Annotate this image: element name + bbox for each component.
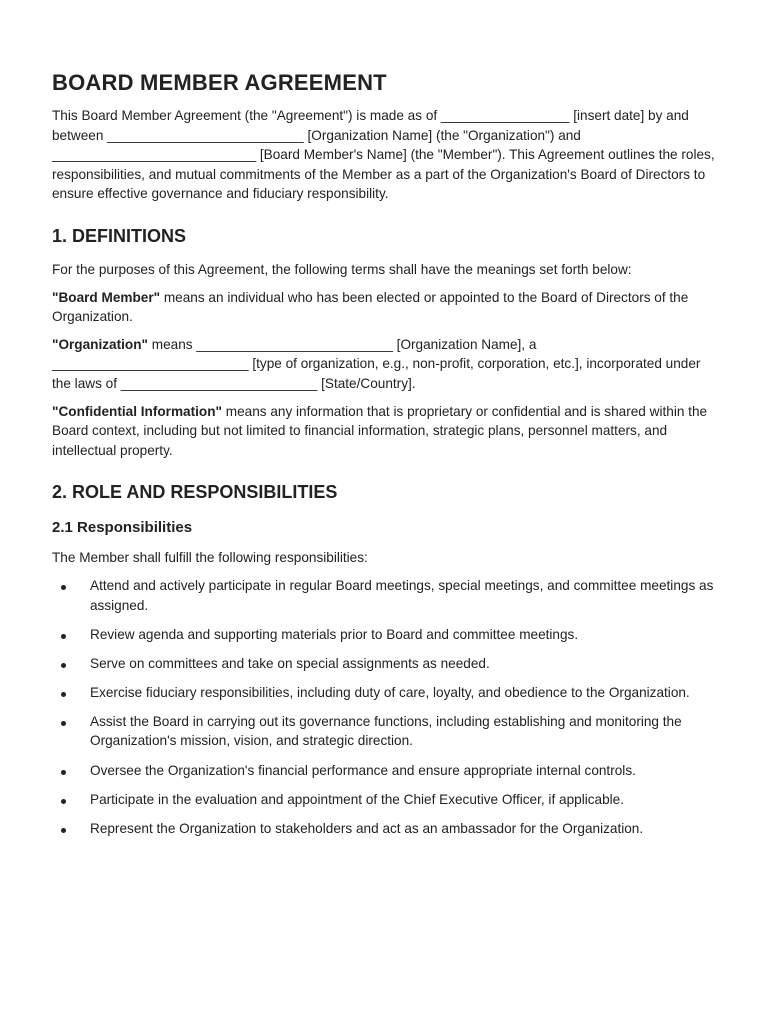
definition-confidential-information bbox=[52, 402, 718, 461]
definition-organization bbox=[52, 335, 718, 394]
list-item bbox=[52, 654, 718, 674]
bullet-icon bbox=[61, 799, 66, 804]
document-title: BOARD MEMBER AGREEMENT bbox=[52, 70, 387, 95]
bullet-icon bbox=[61, 770, 66, 775]
responsibilities-intro: The Member shall fulfill the following responsibilities: bbox=[52, 550, 368, 566]
definition-text: means any information that is proprietary or confidential and is shared within the Board context, including but not limited to financial information, strategic plans, personnel matters, and intellectual property. bbox=[52, 403, 708, 458]
definition-term: "Organization" bbox=[52, 336, 148, 352]
bullet-icon bbox=[61, 634, 66, 639]
bullet-icon bbox=[61, 828, 66, 833]
list-item bbox=[52, 625, 718, 645]
list-item-text: Attend and actively participate in regular Board meetings, special meetings, and committee meetings as assigned. bbox=[90, 577, 714, 613]
list-item-text: Assist the Board in carrying out its governance functions, including establishing and monitoring the Organization's mission, vision, and strategic direction. bbox=[90, 713, 682, 749]
bullet-icon bbox=[61, 663, 66, 668]
definition-board-member bbox=[52, 288, 718, 327]
definition-text: means __________________________ [Organization Name], a __________________________ [type of organization, e.g., non-profit, corporation, etc.], incorporated under the laws of __________________________ [State/Country]. bbox=[52, 336, 701, 391]
bullet-icon bbox=[61, 721, 66, 726]
list-item bbox=[52, 576, 718, 615]
responsibilities-list bbox=[52, 576, 718, 838]
list-item-text: Exercise fiduciary responsibilities, including duty of care, loyalty, and obedience to the Organization. bbox=[90, 684, 690, 700]
list-item bbox=[52, 712, 718, 751]
definition-text: means an individual who has been elected or appointed to the Board of Directors of the Organization. bbox=[52, 289, 689, 325]
list-item-text: Review agenda and supporting materials prior to Board and committee meetings. bbox=[90, 626, 579, 642]
list-item-text: Represent the Organization to stakeholders and act as an ambassador for the Organization. bbox=[90, 820, 644, 836]
definition-term: "Confidential Information" bbox=[52, 403, 222, 419]
definition-term: "Board Member" bbox=[52, 289, 161, 305]
section-heading-roles: 2. ROLE AND RESPONSIBILITIES bbox=[52, 482, 338, 503]
list-item-text: Serve on committees and take on special assignments as needed. bbox=[90, 655, 490, 671]
list-item-text: Oversee the Organization's financial performance and ensure appropriate internal controls. bbox=[90, 762, 636, 778]
bullet-icon bbox=[61, 692, 66, 697]
list-item bbox=[52, 761, 718, 781]
list-item bbox=[52, 790, 718, 810]
list-item bbox=[52, 683, 718, 703]
intro-paragraph: This Board Member Agreement (the "Agreement") is made as of _________________ [insert date] by and between __________________________ [Organization Name] (the "Organization") and ___________________________ [Board Member's Name] (the "Member"). This Agreement outlines the roles, responsibilities, and mutual commitments of the Member as a part of the Organization's Board of Directors to ensure effective governance and fiduciary responsibility. bbox=[52, 108, 715, 202]
subheading-responsibilities: 2.1 Responsibilities bbox=[52, 519, 193, 537]
bullet-icon bbox=[61, 585, 66, 590]
list-item bbox=[52, 819, 718, 839]
list-item-text: Participate in the evaluation and appointment of the Chief Executive Officer, if applicable. bbox=[90, 791, 625, 807]
definitions-intro: For the purposes of this Agreement, the following terms shall have the meanings set forth below: bbox=[52, 261, 632, 277]
section-heading-definitions: 1. DEFINITIONS bbox=[52, 225, 187, 246]
